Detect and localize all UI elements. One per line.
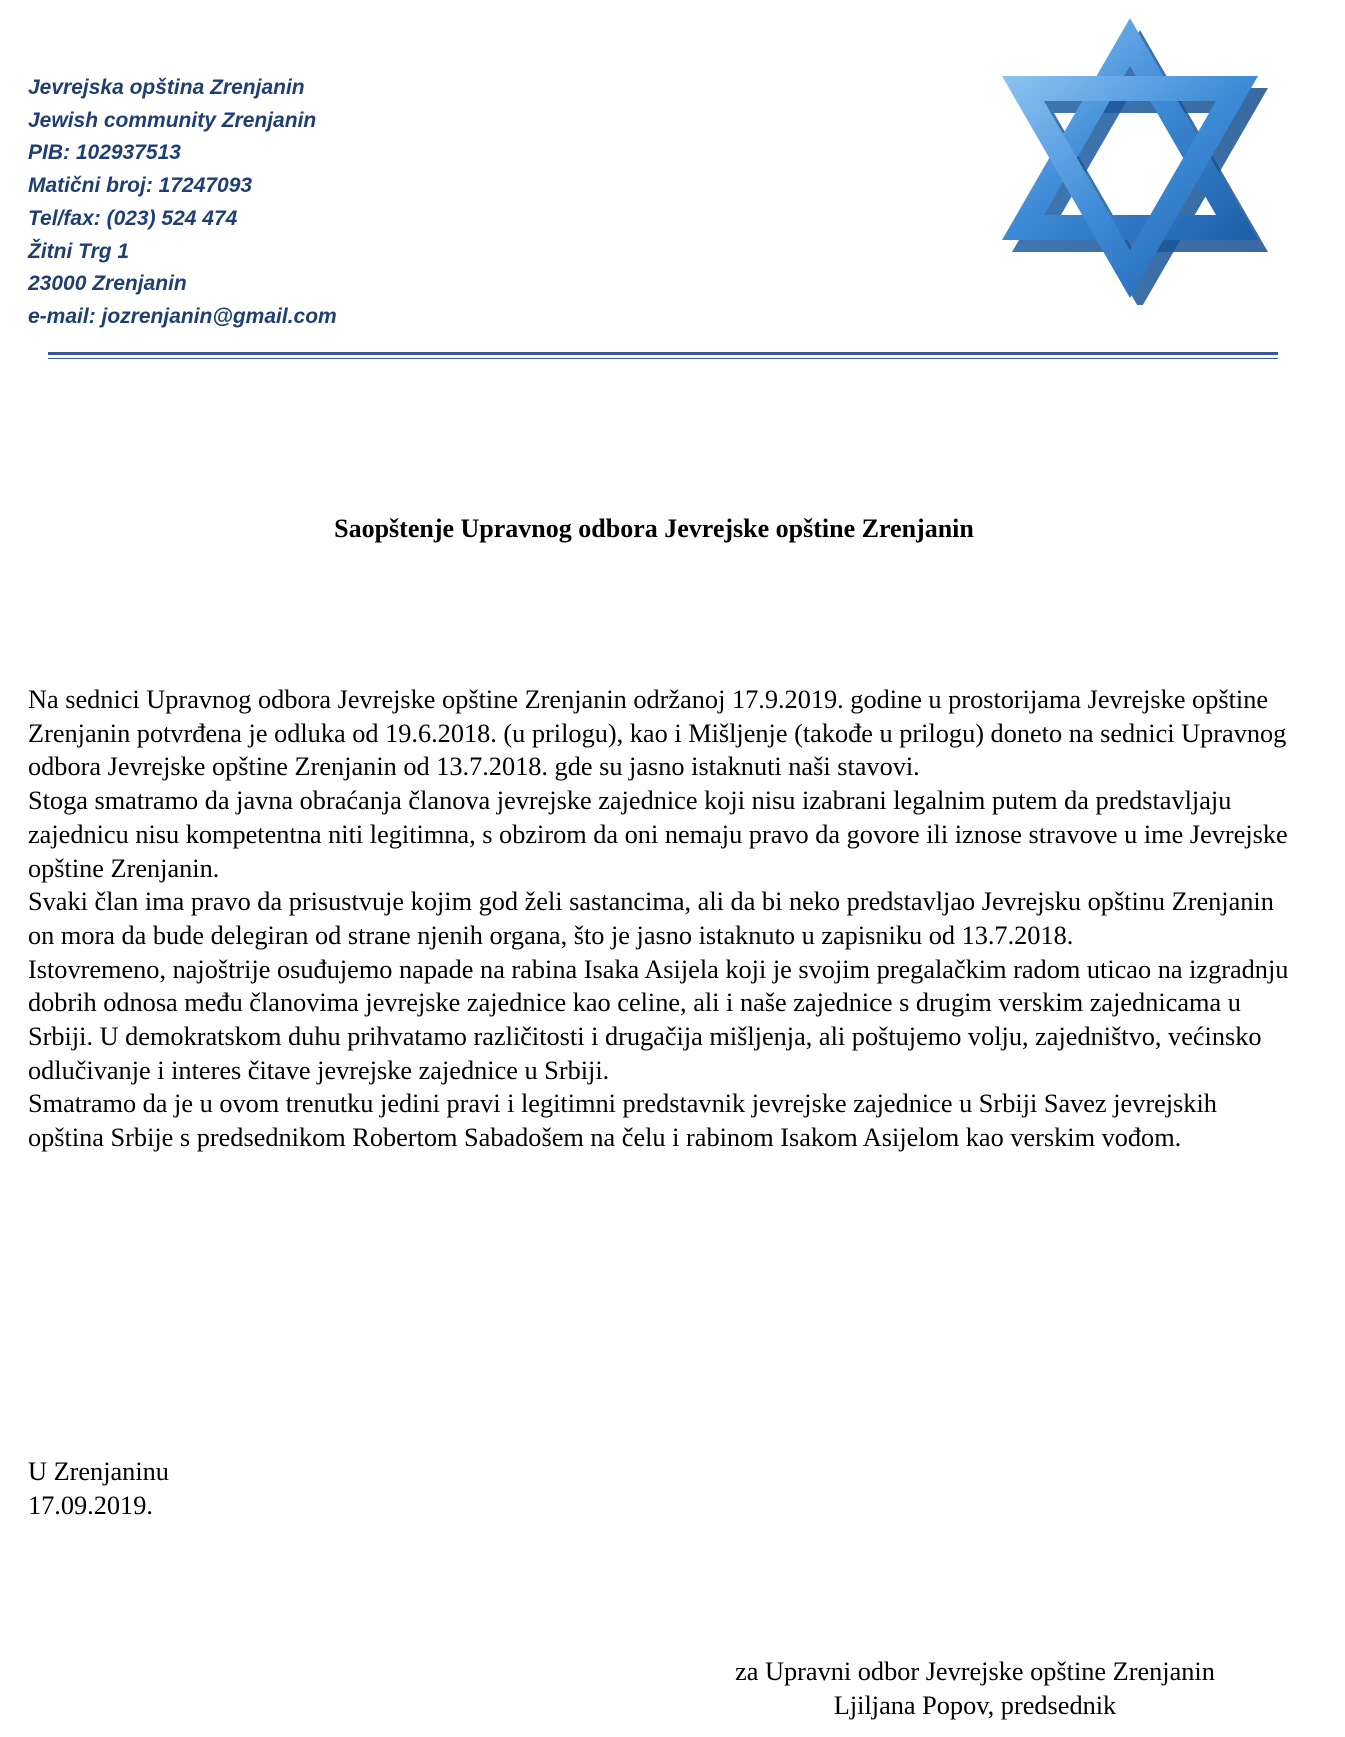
document-body — [28, 683, 1290, 1155]
signature-organization: za Upravni odbor Jevrejske opštine Zrenjanin — [735, 1657, 1215, 1686]
letterhead-registration-number: Matični broj: 17247093 — [28, 174, 253, 198]
letterhead-divider-thin — [48, 358, 1278, 359]
letterhead-pib: PIB: 102937513 — [28, 141, 181, 165]
date: 17.09.2019. — [28, 1490, 153, 1520]
body-paragraph: Svaki član ima pravo da prisustvuje kojim god želi sastancima, ali da bi neko predstavljao Jevrejsku opštinu Zrenjanin on mora da bude delegiran od strane njenih organa, što je jasno istaknuto u zapisniku od 13.7.2018. — [28, 887, 1274, 950]
place-and-date — [28, 1455, 169, 1522]
document-title: Saopštenje Upravnog odbora Jevrejske opštine Zrenjanin — [334, 514, 974, 543]
letterhead-phone: Tel/fax: (023) 524 474 — [28, 206, 238, 230]
letterhead-city: 23000 Zrenjanin — [28, 272, 187, 296]
letterhead-org-name: Jevrejska opština Zrenjanin — [28, 76, 305, 99]
body-paragraph: Smatramo da je u ovom trenutku jedini pravi i legitimni predstavnik jevrejske zajednice u Srbiji Savez jevrejskih opština Srbije s predsednikom Robertom Sabadošem na čelu i rabinom Isakom Asijelom kao verskim vođom. — [28, 1089, 1217, 1153]
letterhead-org-name-en: Jewish community Zrenjanin — [28, 108, 317, 132]
letterhead-street: Žitni Trg 1 — [28, 239, 130, 263]
body-paragraph: Istovremeno, najoštrije osuđujemo napade na rabina Isaka Asijela koji je svojim pregalačkim radom uticao na izgradnju dobrih odnosa među članovima jevrejske zajednice kao celine, ali i naše zajednice s drugim verskim zajednicama u Srbiji. U demokratskom duhu prihvatamo različitosti i drugačija mišljenja, ali poštujemo volju, zajedništvo, većinsko odlučivanje i interes čitave jevrejske zajednice u Srbiji. — [28, 954, 1289, 1085]
letterhead-divider — [48, 352, 1278, 355]
place: U Zrenjaninu — [28, 1457, 169, 1486]
body-paragraph: Stoga smatramo da javna obraćanja članova jevrejske zajednice koji nisu izabrani legalnim putem da predstavljaju zajednicu nisu kompetentna niti legitimna, s obzirom da oni nemaju pravo da govore ili iznose stravove u ime Jevrejske opštine Zrenjanin. — [28, 786, 1288, 883]
signature-block — [700, 1655, 1250, 1722]
body-paragraph: Na sednici Upravnog odbora Jevrejske opštine Zrenjanin održanoj 17.9.2019. godine u prostorijama Jevrejske opštine Zrenjanin potvrđena je odluka od 19.6.2018. (u prilogu), kao i Mišljenje (takođe u prilogu) doneto na sednici Upravnog odbora Jevrejske opštine Zrenjanin od 13.7.2018. gde su jasno istaknuti naši stavovi. — [28, 685, 1287, 782]
letterhead — [28, 72, 337, 334]
letterhead-email: e-mail: jozrenjanin@gmail.com — [28, 304, 337, 328]
star-of-david-icon — [1000, 0, 1290, 305]
signature-name: Ljiljana Popov, predsednik — [833, 1690, 1117, 1720]
